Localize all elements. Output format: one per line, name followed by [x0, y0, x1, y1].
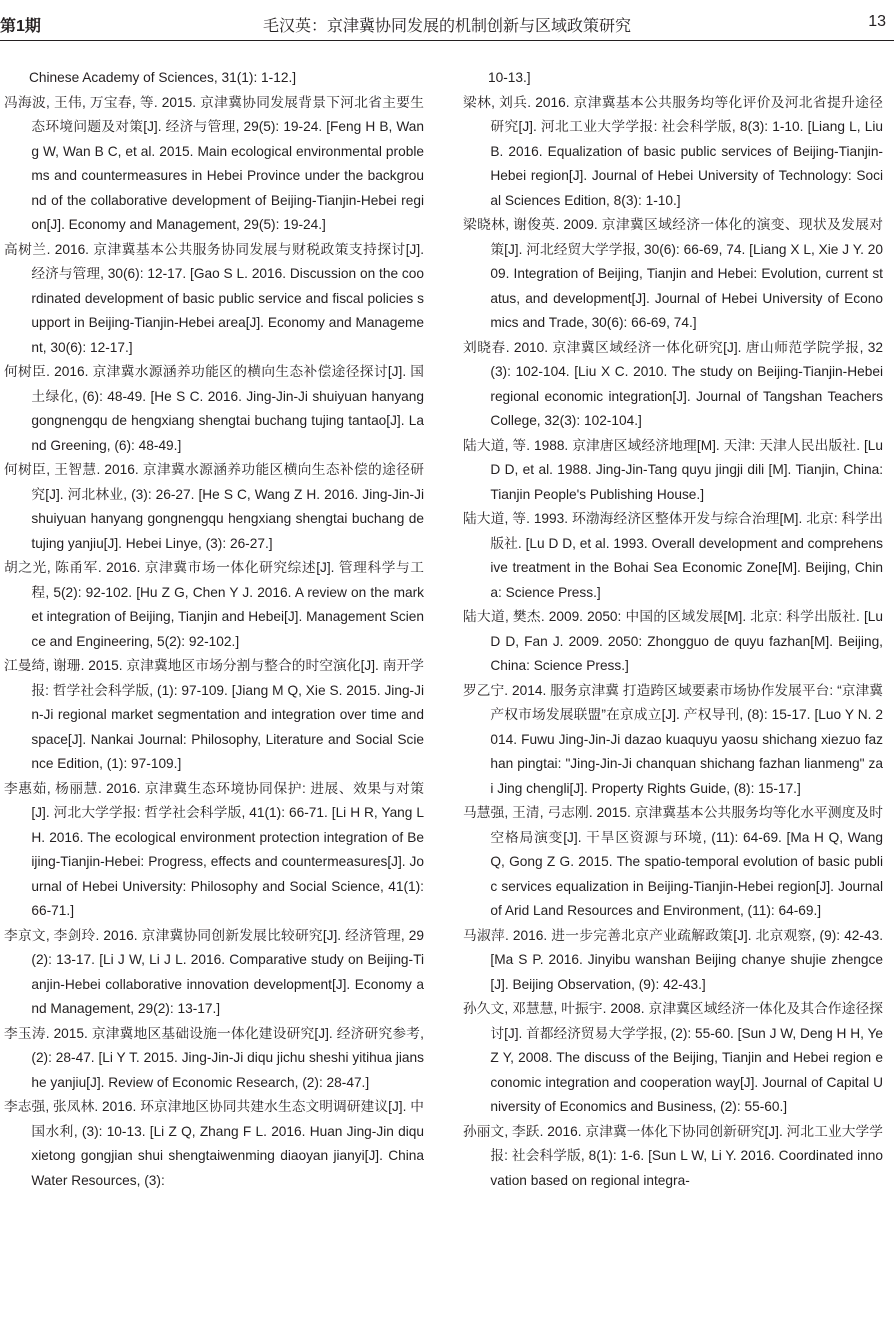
- reference-item: 高树兰. 2016. 京津冀基本公共服务协同发展与财税政策支持探讨[J]. 经济与管理, 30(6): 12-17. [Gao S L. 2016. Discussion on the coordinated development of basic public service and fiscal policies support in Beijing-Tianjin-Hebei area[J]. Economy and Management, 30(6): 12-17.]: [4, 241, 424, 355]
- reference-item: 刘晓春. 2010. 京津冀区域经济一体化研究[J]. 唐山师范学院学报, 32(3): 102-104. [Liu X C. 2010. The study on Beijing-Tianjin-Hebei regional economic integration[J]. Journal of Tangshan Teachers College, 32(3): 102-104.]: [463, 339, 883, 428]
- reference-item: 冯海波, 王伟, 万宝春, 等. 2015. 京津冀协同发展背景下河北省主要生态环境问题及对策[J]. 经济与管理, 29(5): 19-24. [Feng H B, Wang W, Wan B C, et al. 2015. Main ecological environmental problems and countermeasures in Hebei Province under the background of the collaborative development of Beijing-Tianjin-Hebei region[J]. Economy and Management, 29(5): 19-24.]: [4, 94, 424, 232]
- right-column: [463, 66, 883, 1331]
- reference-item: 孙久文, 邓慧慧, 叶振宇. 2008. 京津冀区域经济一体化及其合作途径探讨[J]. 首都经济贸易大学学报, (2): 55-60. [Sun J W, Deng H H, Ye Z Y, 2008. The discuss of the Beijing, Tianjin and Hebei region economic integration and cooperation way[J]. Journal of Capital University of Economics and Business, (2): 55-60.]: [463, 1001, 883, 1114]
- reference-item: 胡之光, 陈甬军. 2016. 京津冀市场一体化研究综述[J]. 管理科学与工程, 5(2): 92-102. [Hu Z G, Chen Y J. 2016. A review on the market integration of Beijing, Tianjin and Hebei[J]. Management Science and Engineering, 5(2): 92-102.]: [4, 560, 424, 649]
- reference-continued: Chinese Academy of Sciences, 31(1): 1-12.]: [29, 70, 297, 85]
- reference-item: 李惠茹, 杨丽慧. 2016. 京津冀生态环境协同保护: 进展、效果与对策[J]. 河北大学学报: 哲学社会科学版, 41(1): 66-71. [Li H R, Yang L H. 2016. The ecological environment protection integration of Beijing-Tianjin-Hebei: Progress, effects and countermeasures[J]. Journal of Hebei University: Philosophy and Social Science, 41(1): 66-71.]: [4, 780, 424, 918]
- reference-item: 李志强, 张凤林. 2016. 环京津地区协同共建水生态文明调研建议[J]. 中国水利, (3): 10-13. [Li Z Q, Zhang F L. 2016. Huan Jing-Jin diqu xietong gongjian shui shengtaiwenming diaoyan jianyi[J]. China Water Resources, (3):: [4, 1099, 424, 1188]
- reference-item: 陆大道, 樊杰. 2009. 2050: 中国的区域发展[M]. 北京: 科学出版社. [Lu D D, Fan J. 2009. 2050: Zhongguo de quyu fazhan[M]. Beijing, China: Science Press.]: [463, 609, 883, 673]
- reference-item: 梁林, 刘兵. 2016. 京津冀基本公共服务均等化评价及河北省提升途径研究[J]. 河北工业大学学报: 社会科学版, 8(3): 1-10. [Liang L, Liu B. 2016. Equalization of basic public services of Beijing-Tianjin-Hebei region[J]. Journal of Hebei University of Technology: Social Sciences Edition, 8(3): 1-10.]: [463, 94, 883, 208]
- reference-item: 陆大道, 等. 1988. 京津唐区域经济地理[M]. 天津: 天津人民出版社. [Lu D D, et al. 1988. Jing-Jin-Tang quyu jingji dili [M]. Tianjin, China: Tianjin People's Publishing House.]: [463, 437, 883, 502]
- running-header: [0, 0, 894, 44]
- reference-item: 李玉涛. 2015. 京津冀地区基础设施一体化建设研究[J]. 经济研究参考, (2): 28-47. [Li Y T. 2015. Jing-Jin-Ji diqu jichu sheshi yitihua jianshe yanjiu[J]. Review of Economic Research, (2): 28-47.]: [4, 1025, 424, 1090]
- left-column: [4, 66, 424, 1331]
- page-number: 13: [868, 13, 886, 30]
- reference-item: 江曼绮, 谢珊. 2015. 京津冀地区市场分割与整合的时空演化[J]. 南开学报: 哲学社会科学版, (1): 97-109. [Jiang M Q, Xie S. 2015. Jing-Jin-Ji regional market segmentation and integration over time and space[J]. Nankai Journal: Philosophy, Literature and Social Science Edition, (1): 97-109.]: [4, 658, 424, 771]
- reference-item: 梁晓林, 谢俊英. 2009. 京津冀区域经济一体化的演变、现状及发展对策[J]. 河北经贸大学学报, 30(6): 66-69, 74. [Liang X L, Xie J Y. 2009. Integration of Beijing, Tianjin and Hebei: Evolution, current status, and development[J]. Journal of Hebei University of Economics and Trade, 30(6): 66-69, 74.]: [463, 217, 883, 330]
- reference-item: 马慧强, 王清, 弓志刚. 2015. 京津冀基本公共服务均等化水平测度及时空格局演变[J]. 干旱区资源与环境, (11): 64-69. [Ma H Q, Wang Q, Gong Z G. 2015. The spatio-temporal evolution of basic public services equalization in Beijing-Tianjin-Hebei region[J]. Journal of Arid Land Resources and Environment, (11): 64-69.]: [463, 805, 883, 918]
- reference-item: 何树臣. 2016. 京津冀水源涵养功能区的横向生态补偿途径探讨[J]. 国土绿化, (6): 48-49. [He S C. 2016. Jing-Jin-Ji shuiyuan hanyang gongnengqu de hengxiang shengtai buchang tujing tantao[J]. Land Greening, (6): 48-49.]: [4, 364, 424, 453]
- header-rule: [0, 40, 894, 41]
- reference-item: 孙丽文, 李跃. 2016. 京津冀一体化下协同创新研究[J]. 河北工业大学学报: 社会科学版, 8(1): 1-6. [Sun L W, Li Y. 2016. Coordinated innovation based on regional integra-: [463, 1123, 883, 1188]
- running-title: 毛汉英：京津冀协同发展的机制创新与区域政策研究: [262, 18, 631, 35]
- reference-item: 何树臣, 王智慧. 2016. 京津冀水源涵养功能区横向生态补偿的途径研究[J]. 河北林业, (3): 26-27. [He S C, Wang Z H. 2016. Jing-Jin-Ji shuiyuan hanyang gongnengqu hengxiang shengtai buchang de tujing yanjiu[J]. Hebei Linye, (3): 26-27.]: [4, 462, 424, 551]
- reference-continued: 10-13.]: [488, 70, 531, 85]
- issue-label: 第1期: [0, 18, 41, 35]
- reference-item: 马淑萍. 2016. 进一步完善北京产业疏解政策[J]. 北京观察, (9): 42-43. [Ma S P. 2016. Jinyibu wanshan Beijing chanye shujie zhengce[J]. Beijing Observation, (9): 42-43.]: [463, 927, 883, 992]
- reference-item: 陆大道, 等. 1993. 环渤海经济区整体开发与综合治理[M]. 北京: 科学出版社. [Lu D D, et al. 1993. Overall development and comprehensive treatment in the Bohai Sea Economic Zone[M]. Beijing, China: Science Press.]: [463, 511, 883, 600]
- reference-item: 李京文, 李剑玲. 2016. 京津冀协同创新发展比较研究[J]. 经济管理, 29(2): 13-17. [Li J W, Li J L. 2016. Comparative study on Beijing-Tianjin-Hebei collaborative innovation development[J]. Economy and Management, 29(2): 13-17.]: [4, 927, 424, 1016]
- reference-item: 罗乙宁. 2014. 服务京津冀 打造跨区域要素市场协作发展平台: “京津冀产权市场发展联盟”在京成立[J]. 产权导刊, (8): 15-17. [Luo Y N. 2014. Fuwu Jing-Jin-Ji dazao kuaquyu yaosu shichang xiezuo fazhan pingtai: "Jing-Jin-Ji chanquan shichang fazhan lianmeng" zai Jing chengli[J]. Property Rights Guide, (8): 15-17.]: [463, 682, 883, 796]
